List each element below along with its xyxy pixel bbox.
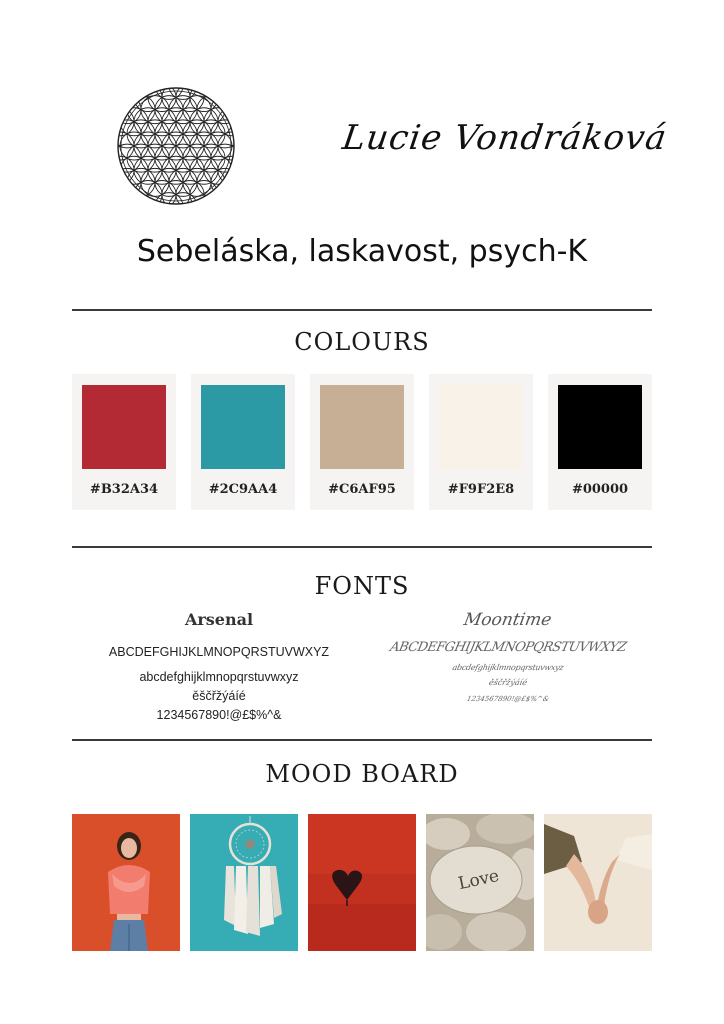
swatch-card-1	[72, 374, 176, 510]
tagline: Sebeláska, laskavost, psych-K	[136, 234, 588, 269]
swatch-hex-1: #B32A34	[89, 482, 159, 497]
swatch-color-1	[82, 385, 166, 469]
moodboard-title: MOOD BOARD	[265, 760, 459, 788]
swatch-card-4	[429, 374, 533, 510]
font-name-secondary: Moontime	[462, 610, 554, 630]
flower-circle	[211, 96, 236, 124]
swatch-hex-2: #2C9AA4	[208, 482, 278, 497]
primary-diacritics: ěščřžýáíé	[192, 689, 246, 703]
mood-image-holding-hands	[544, 814, 652, 951]
mood-image-dreamcatcher	[190, 814, 298, 951]
font-sample-arsenal	[74, 610, 364, 725]
swatch-color-5	[558, 385, 642, 469]
flower-of-life-logo	[116, 86, 236, 206]
flower-circle	[116, 168, 141, 196]
primary-uppercase: ABCDEFGHIJKLMNOPQRSTUVWXYZ	[108, 645, 330, 659]
flower-circle	[218, 156, 236, 184]
divider	[72, 546, 652, 548]
font-sample-moontime	[363, 610, 653, 703]
secondary-uppercase: ABCDEFGHIJKLMNOPQRSTUVWXYZ	[388, 640, 628, 655]
flower-circle	[116, 96, 141, 124]
secondary-diacritics: ěščřžýáíé	[488, 678, 528, 687]
flower-circle	[116, 108, 134, 136]
swatch-card-5	[548, 374, 652, 510]
primary-lowercase: abcdefghijklmnopqrstuvwxyz	[139, 670, 299, 684]
secondary-lowercase: abcdefghijklmnopqrstuvwxyz	[451, 663, 565, 672]
mood-image-heart	[308, 814, 416, 951]
swatch-hex-4: #F9F2E8	[447, 482, 515, 497]
mood-image-love-stone	[426, 814, 534, 951]
flower-circle	[211, 168, 236, 196]
fonts-title: FONTS	[314, 572, 410, 600]
divider	[72, 739, 652, 741]
swatch-color-3	[320, 385, 404, 469]
flower-circle	[116, 156, 134, 184]
swatch-color-2	[201, 385, 285, 469]
swatch-card-3	[310, 374, 414, 510]
flower-circle	[218, 108, 236, 136]
font-name-primary: Arsenal	[184, 610, 254, 629]
divider	[72, 309, 652, 311]
primary-numbers: 1234567890!@£$%^&	[156, 708, 282, 722]
swatch-hex-5: #00000	[571, 482, 629, 497]
swatch-color-4	[439, 385, 523, 469]
swatch-card-2	[191, 374, 295, 510]
stone-love-text: Love	[456, 865, 501, 895]
mood-image-woman-red	[72, 814, 180, 951]
swatch-hex-3: #C6AF95	[328, 482, 396, 497]
secondary-numbers: 1234567890!@£$%^&	[466, 695, 550, 703]
colours-title: COLOURS	[294, 328, 430, 356]
signature-name: Lucie Vondráková	[340, 118, 670, 158]
